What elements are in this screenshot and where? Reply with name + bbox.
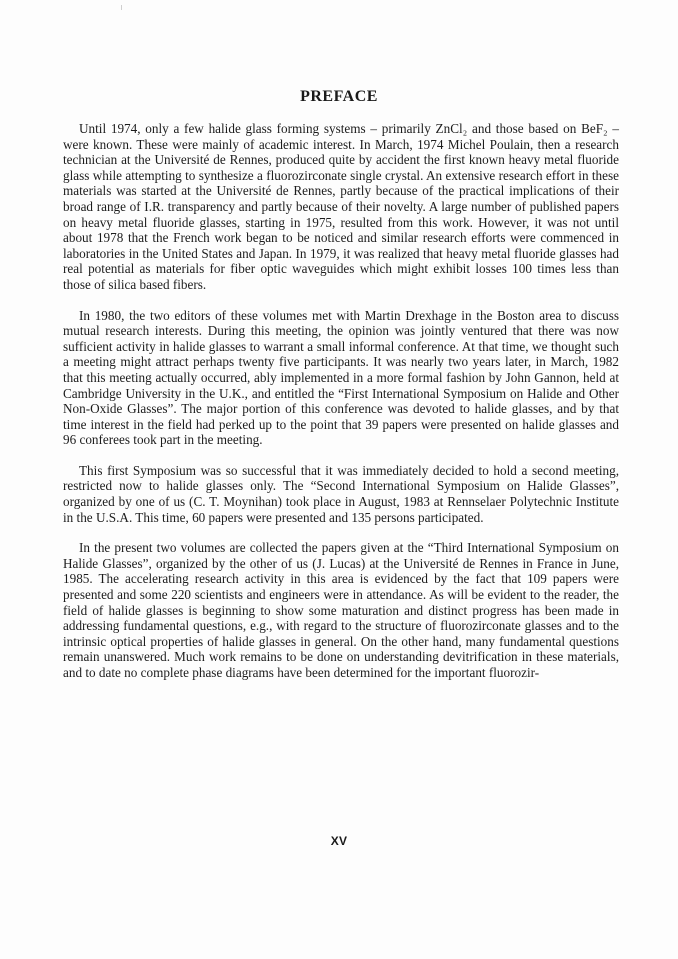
page-title: PREFACE bbox=[300, 88, 378, 105]
paragraph-4: In the present two volumes are collected the papers given at the “Third International Symposium on Halide Glasses”, organized by the other of us (J. Lucas) at the Université de Rennes in France in June, 1985. The accelerating research activity in this area is evidenced by the fact that 109 papers were presented and some 220 scientists and engineers were in attendance. As will be evident to the reader, the field of halide glasses is beginning to show some maturation and distinct progress has been made in addressing fundamental questions, e.g., with regard to the structure of fluorozirconate glasses and to the intrinsic optical properties of halide glasses in general. On the other hand, many fundamental questions remain unanswered. Much work remains to be done on understanding devitrification in these materials, and to date no complete phase diagrams have been determined for the important fluorozir- bbox=[63, 540, 619, 680]
paragraph-3: This first Symposium was so successful that it was immediately decided to hold a second meeting, restricted now to halide glasses only. The “Second International Symposium on Halide Glasses”, organized by one of us (C. T. Moynihan) took place in August, 1983 at Rennselaer Polytechnic Institute in the U.S.A. This time, 60 papers were presented and 135 persons participated. bbox=[63, 462, 619, 525]
preface-body bbox=[63, 121, 619, 696]
paragraph-1: Until 1974, only a few halide glass forming systems – primarily ZnCl₂ and those based on BeF₂ – were known. These were mainly of academic interest. In March, 1974 Michel Poulain, then a research technician at the Université de Rennes, produced quite by accident the first known heavy metal fluoride glass while attempting to synthesize a fluorozirconate single crystal. An extensive research effort in these materials was started at the Université de Rennes, partly because of the practical implications of their broad range of I.R. transparency and partly because of their novelty. A large number of published papers on heavy metal fluoride glasses, starting in 1975, resulted from this work. However, it was not until about 1978 that the French work began to be noticed and similar research efforts were commenced in laboratories in the United States and Japan. In 1979, it was realized that heavy metal fluoride glasses had real potential as materials for fiber optic waveguides which might exhibit losses 100 times less than those of silica based fibers. bbox=[63, 121, 619, 292]
paragraph-2: In 1980, the two editors of these volumes met with Martin Drexhage in the Boston area to discuss mutual research interests. During this meeting, the opinion was jointly ventured that there was now sufficient activity in halide glasses to warrant a small informal conference. At that time, we thought such a meeting might attract perhaps twenty five participants. It was nearly two years later, in March, 1982 that this meeting actually occurred, ably implemented in a more formal fashion by John Gannon, held at Cambridge University in the U.K., and entitled the “First International Symposium on Halide and Other Non-Oxide Glasses”. The major portion of this conference was devoted to halide glasses, and by that time interest in the field had perked up to the point that 39 papers were presented on halide glasses and 96 conferees took part in the meeting. bbox=[63, 307, 619, 448]
scan-artifact bbox=[121, 5, 122, 10]
page-number: XV bbox=[330, 834, 348, 848]
